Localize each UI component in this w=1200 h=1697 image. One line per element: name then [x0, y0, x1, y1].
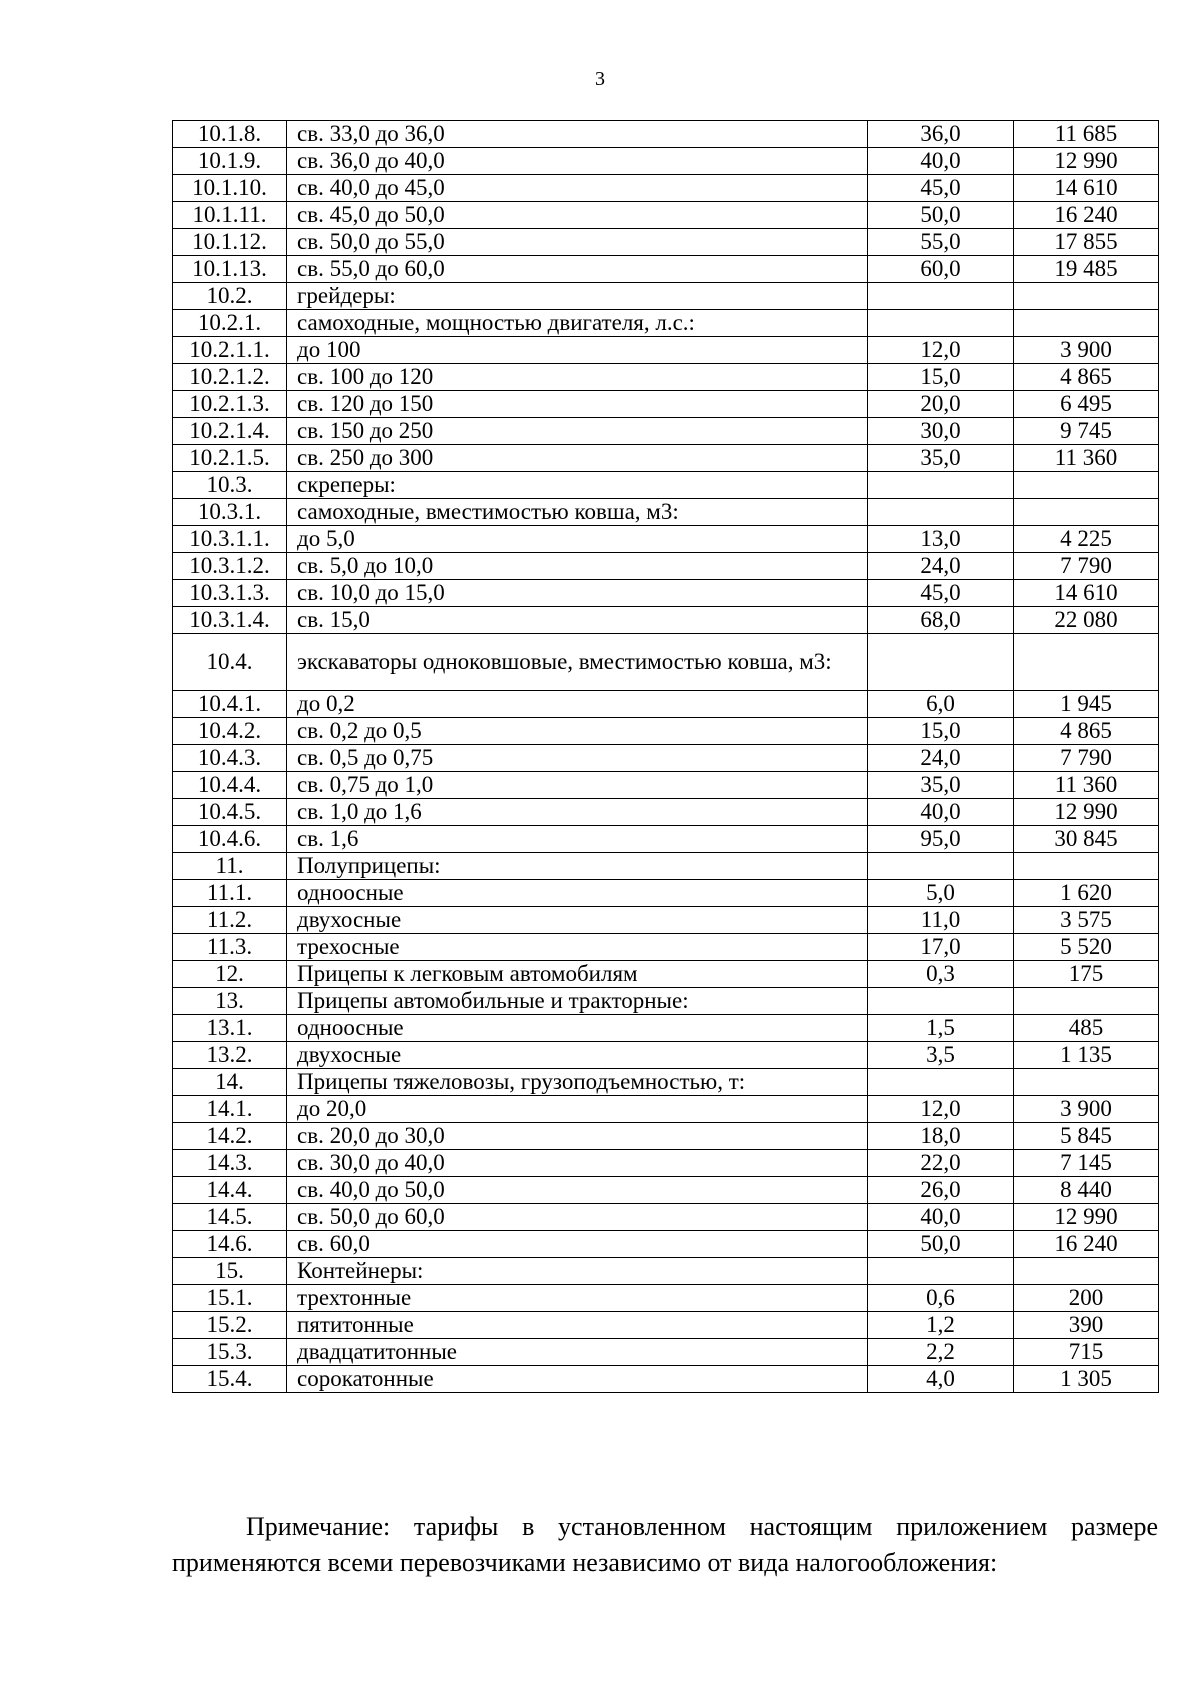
row-name-cell: св. 150 до 250 — [287, 418, 868, 445]
row-coefficient-cell: 24,0 — [868, 553, 1014, 580]
row-name-cell: св. 20,0 до 30,0 — [287, 1123, 868, 1150]
row-coefficient-cell: 60,0 — [868, 256, 1014, 283]
row-number-cell: 11.1. — [173, 880, 287, 907]
table-row — [173, 364, 1159, 391]
row-number-cell: 10.3.1.4. — [173, 607, 287, 634]
row-coefficient-cell: 40,0 — [868, 799, 1014, 826]
row-tariff-cell: 1 305 — [1014, 1366, 1159, 1393]
row-name-cell: грейдеры: — [287, 283, 868, 310]
row-number-cell: 10.1.11. — [173, 202, 287, 229]
row-tariff-cell: 1 620 — [1014, 880, 1159, 907]
row-coefficient-cell: 24,0 — [868, 745, 1014, 772]
row-tariff-cell: 5 845 — [1014, 1123, 1159, 1150]
row-name-cell: св. 55,0 до 60,0 — [287, 256, 868, 283]
row-number-cell: 10.1.10. — [173, 175, 287, 202]
row-coefficient-cell: 40,0 — [868, 148, 1014, 175]
row-name-cell: Полуприцепы: — [287, 853, 868, 880]
row-tariff-cell: 6 495 — [1014, 391, 1159, 418]
row-tariff-cell — [1014, 310, 1159, 337]
row-name-cell: св. 15,0 — [287, 607, 868, 634]
table-row — [173, 988, 1159, 1015]
row-coefficient-cell: 50,0 — [868, 202, 1014, 229]
row-name-cell: св. 40,0 до 45,0 — [287, 175, 868, 202]
row-coefficient-cell — [868, 499, 1014, 526]
row-coefficient-cell: 20,0 — [868, 391, 1014, 418]
row-name-cell: трехосные — [287, 934, 868, 961]
row-coefficient-cell: 5,0 — [868, 880, 1014, 907]
row-coefficient-cell: 35,0 — [868, 445, 1014, 472]
row-name-cell: св. 1,0 до 1,6 — [287, 799, 868, 826]
row-name-cell: двухосные — [287, 1042, 868, 1069]
row-number-cell: 14.1. — [173, 1096, 287, 1123]
row-tariff-cell: 9 745 — [1014, 418, 1159, 445]
row-tariff-cell: 12 990 — [1014, 799, 1159, 826]
row-number-cell: 13. — [173, 988, 287, 1015]
row-tariff-cell: 12 990 — [1014, 1204, 1159, 1231]
row-coefficient-cell — [868, 310, 1014, 337]
tariff-table-body — [173, 121, 1159, 1393]
table-row — [173, 1069, 1159, 1096]
row-coefficient-cell: 15,0 — [868, 718, 1014, 745]
row-number-cell: 10.4.2. — [173, 718, 287, 745]
table-row — [173, 907, 1159, 934]
row-number-cell: 10.4.5. — [173, 799, 287, 826]
table-row — [173, 1096, 1159, 1123]
row-coefficient-cell: 26,0 — [868, 1177, 1014, 1204]
table-row — [173, 1285, 1159, 1312]
row-coefficient-cell: 1,2 — [868, 1312, 1014, 1339]
row-number-cell: 10.1.8. — [173, 121, 287, 148]
row-coefficient-cell — [868, 988, 1014, 1015]
row-number-cell: 13.2. — [173, 1042, 287, 1069]
row-coefficient-cell: 6,0 — [868, 691, 1014, 718]
row-tariff-cell — [1014, 283, 1159, 310]
row-coefficient-cell: 0,3 — [868, 961, 1014, 988]
table-row — [173, 1015, 1159, 1042]
row-tariff-cell: 4 865 — [1014, 364, 1159, 391]
row-tariff-cell: 175 — [1014, 961, 1159, 988]
row-name-cell: скреперы: — [287, 472, 868, 499]
row-name-cell: одноосные — [287, 880, 868, 907]
row-tariff-cell: 30 845 — [1014, 826, 1159, 853]
row-name-cell: св. 33,0 до 36,0 — [287, 121, 868, 148]
row-tariff-cell: 5 520 — [1014, 934, 1159, 961]
row-number-cell: 14.3. — [173, 1150, 287, 1177]
row-name-cell: самоходные, мощностью двигателя, л.с.: — [287, 310, 868, 337]
row-number-cell: 10.3.1.3. — [173, 580, 287, 607]
row-coefficient-cell: 55,0 — [868, 229, 1014, 256]
row-name-cell: двухосные — [287, 907, 868, 934]
table-row — [173, 1042, 1159, 1069]
row-coefficient-cell: 3,5 — [868, 1042, 1014, 1069]
row-number-cell: 10.1.12. — [173, 229, 287, 256]
table-row — [173, 526, 1159, 553]
row-tariff-cell: 715 — [1014, 1339, 1159, 1366]
row-name-cell: до 5,0 — [287, 526, 868, 553]
row-coefficient-cell: 30,0 — [868, 418, 1014, 445]
row-name-cell: св. 50,0 до 55,0 — [287, 229, 868, 256]
row-number-cell: 15.3. — [173, 1339, 287, 1366]
table-row — [173, 1258, 1159, 1285]
row-number-cell: 14.6. — [173, 1231, 287, 1258]
table-row — [173, 1123, 1159, 1150]
table-row — [173, 934, 1159, 961]
table-row — [173, 607, 1159, 634]
table-row — [173, 826, 1159, 853]
row-tariff-cell: 16 240 — [1014, 202, 1159, 229]
tariff-table — [172, 120, 1159, 1393]
row-name-cell: св. 5,0 до 10,0 — [287, 553, 868, 580]
row-number-cell: 10.4.3. — [173, 745, 287, 772]
row-coefficient-cell: 4,0 — [868, 1366, 1014, 1393]
row-coefficient-cell: 12,0 — [868, 337, 1014, 364]
row-name-cell: экскаваторы одноковшовые, вместимостью ковша, м3: — [287, 634, 868, 691]
table-row — [173, 391, 1159, 418]
table-row — [173, 418, 1159, 445]
row-number-cell: 15.1. — [173, 1285, 287, 1312]
row-number-cell: 14. — [173, 1069, 287, 1096]
row-number-cell: 10.2. — [173, 283, 287, 310]
row-name-cell: Прицепы к легковым автомобилям — [287, 961, 868, 988]
row-name-cell: одноосные — [287, 1015, 868, 1042]
table-row — [173, 229, 1159, 256]
row-tariff-cell — [1014, 472, 1159, 499]
row-coefficient-cell: 13,0 — [868, 526, 1014, 553]
row-number-cell: 10.4.1. — [173, 691, 287, 718]
row-number-cell: 15.4. — [173, 1366, 287, 1393]
row-coefficient-cell — [868, 853, 1014, 880]
row-name-cell: св. 60,0 — [287, 1231, 868, 1258]
row-tariff-cell: 4 225 — [1014, 526, 1159, 553]
row-number-cell: 14.4. — [173, 1177, 287, 1204]
row-number-cell: 10.2.1.2. — [173, 364, 287, 391]
row-number-cell: 13.1. — [173, 1015, 287, 1042]
row-name-cell: двадцатитонные — [287, 1339, 868, 1366]
table-row — [173, 256, 1159, 283]
row-name-cell: Прицепы автомобильные и тракторные: — [287, 988, 868, 1015]
row-tariff-cell — [1014, 499, 1159, 526]
row-coefficient-cell: 50,0 — [868, 1231, 1014, 1258]
row-number-cell: 10.1.9. — [173, 148, 287, 175]
row-number-cell: 10.4.4. — [173, 772, 287, 799]
row-coefficient-cell: 40,0 — [868, 1204, 1014, 1231]
row-name-cell: св. 10,0 до 15,0 — [287, 580, 868, 607]
table-row — [173, 472, 1159, 499]
table-row — [173, 745, 1159, 772]
row-coefficient-cell: 45,0 — [868, 175, 1014, 202]
table-row — [173, 718, 1159, 745]
table-row — [173, 580, 1159, 607]
row-number-cell: 10.4. — [173, 634, 287, 691]
row-number-cell: 10.2.1.3. — [173, 391, 287, 418]
row-number-cell: 10.3.1.2. — [173, 553, 287, 580]
table-row — [173, 553, 1159, 580]
row-number-cell: 11.3. — [173, 934, 287, 961]
row-number-cell: 11. — [173, 853, 287, 880]
row-name-cell: св. 40,0 до 50,0 — [287, 1177, 868, 1204]
row-number-cell: 15. — [173, 1258, 287, 1285]
row-tariff-cell: 12 990 — [1014, 148, 1159, 175]
table-row — [173, 310, 1159, 337]
table-row — [173, 853, 1159, 880]
table-row — [173, 1366, 1159, 1393]
table-row — [173, 961, 1159, 988]
table-row — [173, 445, 1159, 472]
row-name-cell: до 100 — [287, 337, 868, 364]
row-name-cell: до 20,0 — [287, 1096, 868, 1123]
row-name-cell: св. 50,0 до 60,0 — [287, 1204, 868, 1231]
row-coefficient-cell: 95,0 — [868, 826, 1014, 853]
row-tariff-cell: 200 — [1014, 1285, 1159, 1312]
row-tariff-cell: 22 080 — [1014, 607, 1159, 634]
table-row — [173, 148, 1159, 175]
row-coefficient-cell: 18,0 — [868, 1123, 1014, 1150]
row-name-cell: св. 45,0 до 50,0 — [287, 202, 868, 229]
table-row — [173, 202, 1159, 229]
row-coefficient-cell: 36,0 — [868, 121, 1014, 148]
table-row — [173, 121, 1159, 148]
row-number-cell: 10.2.1.4. — [173, 418, 287, 445]
table-row — [173, 1204, 1159, 1231]
row-name-cell: св. 30,0 до 40,0 — [287, 1150, 868, 1177]
row-coefficient-cell — [868, 1069, 1014, 1096]
table-row — [173, 337, 1159, 364]
row-coefficient-cell: 15,0 — [868, 364, 1014, 391]
table-row — [173, 1150, 1159, 1177]
row-tariff-cell: 19 485 — [1014, 256, 1159, 283]
row-coefficient-cell: 2,2 — [868, 1339, 1014, 1366]
row-number-cell: 10.3.1.1. — [173, 526, 287, 553]
row-coefficient-cell: 12,0 — [868, 1096, 1014, 1123]
row-coefficient-cell: 68,0 — [868, 607, 1014, 634]
row-tariff-cell: 7 790 — [1014, 745, 1159, 772]
row-tariff-cell: 16 240 — [1014, 1231, 1159, 1258]
row-name-cell: св. 0,5 до 0,75 — [287, 745, 868, 772]
row-tariff-cell — [1014, 988, 1159, 1015]
table-row — [173, 499, 1159, 526]
row-name-cell: Контейнеры: — [287, 1258, 868, 1285]
row-coefficient-cell: 45,0 — [868, 580, 1014, 607]
row-coefficient-cell: 1,5 — [868, 1015, 1014, 1042]
row-tariff-cell: 390 — [1014, 1312, 1159, 1339]
row-number-cell: 10.2.1. — [173, 310, 287, 337]
table-row — [173, 1177, 1159, 1204]
row-tariff-cell: 14 610 — [1014, 175, 1159, 202]
row-name-cell: св. 250 до 300 — [287, 445, 868, 472]
table-row — [173, 1339, 1159, 1366]
table-row — [173, 175, 1159, 202]
row-number-cell: 10.2.1.1. — [173, 337, 287, 364]
row-name-cell: св. 100 до 120 — [287, 364, 868, 391]
row-tariff-cell: 14 610 — [1014, 580, 1159, 607]
row-name-cell: Прицепы тяжеловозы, грузоподъемностью, т: — [287, 1069, 868, 1096]
row-number-cell: 14.2. — [173, 1123, 287, 1150]
row-tariff-cell: 7 790 — [1014, 553, 1159, 580]
row-number-cell: 11.2. — [173, 907, 287, 934]
row-tariff-cell: 17 855 — [1014, 229, 1159, 256]
row-tariff-cell — [1014, 1069, 1159, 1096]
row-name-cell: сорокатонные — [287, 1366, 868, 1393]
row-number-cell: 10.2.1.5. — [173, 445, 287, 472]
table-row — [173, 283, 1159, 310]
row-coefficient-cell — [868, 283, 1014, 310]
table-row — [173, 772, 1159, 799]
row-name-cell: св. 0,2 до 0,5 — [287, 718, 868, 745]
table-row — [173, 691, 1159, 718]
row-name-cell: св. 1,6 — [287, 826, 868, 853]
row-name-cell: трехтонные — [287, 1285, 868, 1312]
table-row — [173, 634, 1159, 691]
row-tariff-cell: 3 575 — [1014, 907, 1159, 934]
row-tariff-cell — [1014, 634, 1159, 691]
row-number-cell: 15.2. — [173, 1312, 287, 1339]
row-coefficient-cell: 17,0 — [868, 934, 1014, 961]
row-tariff-cell: 3 900 — [1014, 337, 1159, 364]
row-number-cell: 12. — [173, 961, 287, 988]
row-number-cell: 10.3. — [173, 472, 287, 499]
page-number: 3 — [595, 68, 605, 90]
row-number-cell: 10.1.13. — [173, 256, 287, 283]
row-name-cell: самоходные, вместимостью ковша, м3: — [287, 499, 868, 526]
row-tariff-cell: 1 135 — [1014, 1042, 1159, 1069]
row-tariff-cell: 3 900 — [1014, 1096, 1159, 1123]
row-name-cell: св. 120 до 150 — [287, 391, 868, 418]
row-tariff-cell: 11 360 — [1014, 772, 1159, 799]
table-row — [173, 1231, 1159, 1258]
table-row — [173, 799, 1159, 826]
table-row — [173, 880, 1159, 907]
row-coefficient-cell — [868, 472, 1014, 499]
row-coefficient-cell — [868, 1258, 1014, 1285]
row-name-cell: до 0,2 — [287, 691, 868, 718]
row-coefficient-cell: 0,6 — [868, 1285, 1014, 1312]
row-number-cell: 10.3.1. — [173, 499, 287, 526]
row-coefficient-cell: 11,0 — [868, 907, 1014, 934]
row-tariff-cell: 485 — [1014, 1015, 1159, 1042]
row-name-cell: св. 36,0 до 40,0 — [287, 148, 868, 175]
row-number-cell: 10.4.6. — [173, 826, 287, 853]
row-tariff-cell: 11 360 — [1014, 445, 1159, 472]
row-name-cell: пятитонные — [287, 1312, 868, 1339]
row-number-cell: 14.5. — [173, 1204, 287, 1231]
row-coefficient-cell: 35,0 — [868, 772, 1014, 799]
row-coefficient-cell: 22,0 — [868, 1150, 1014, 1177]
row-tariff-cell: 1 945 — [1014, 691, 1159, 718]
row-tariff-cell: 4 865 — [1014, 718, 1159, 745]
row-tariff-cell — [1014, 853, 1159, 880]
row-tariff-cell: 8 440 — [1014, 1177, 1159, 1204]
row-tariff-cell — [1014, 1258, 1159, 1285]
row-coefficient-cell — [868, 634, 1014, 691]
row-tariff-cell: 11 685 — [1014, 121, 1159, 148]
note-paragraph: Примечание: тарифы в установленном настоящим приложением размере применяются всеми перевозчиками независимо от вида налогообложения: — [172, 1512, 1158, 1577]
row-name-cell: св. 0,75 до 1,0 — [287, 772, 868, 799]
row-tariff-cell: 7 145 — [1014, 1150, 1159, 1177]
table-row — [173, 1312, 1159, 1339]
